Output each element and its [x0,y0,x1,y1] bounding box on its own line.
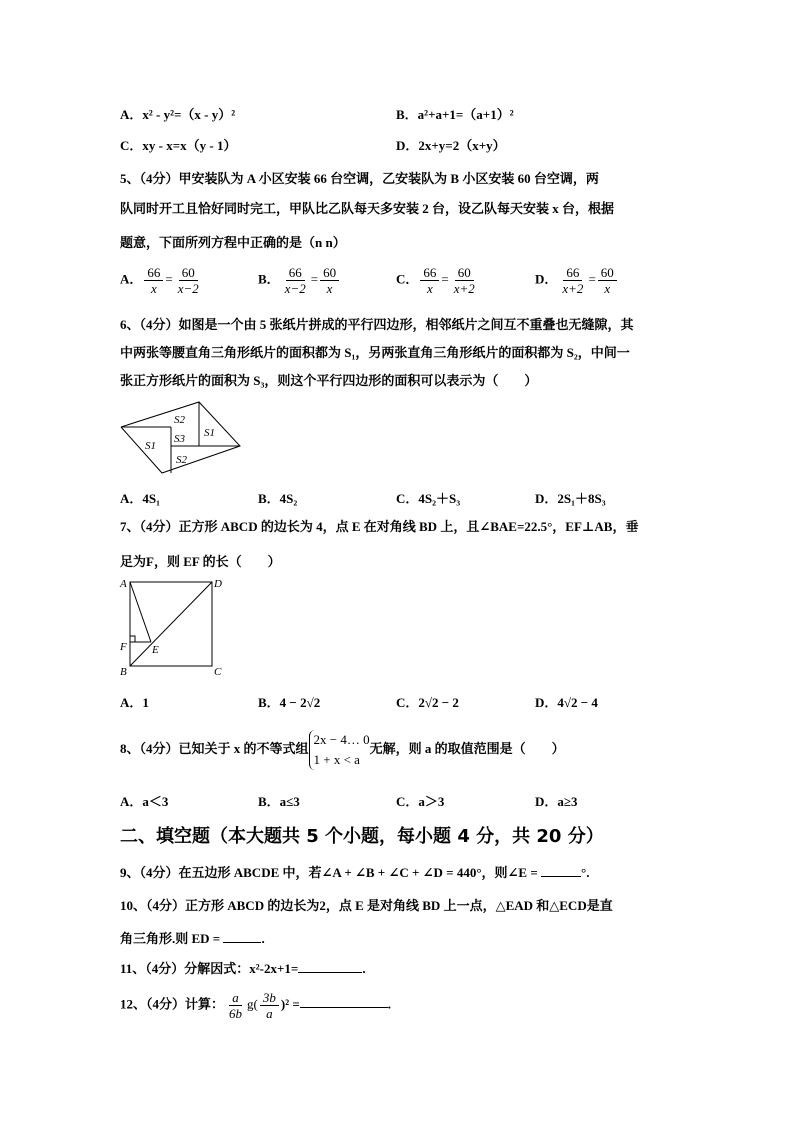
square-abcd-figure [115,575,225,680]
q8-line [120,730,565,770]
q12-exp: )² = [280,996,300,1012]
option-label: D． [535,271,558,287]
label-d: D [214,578,222,590]
numerator: 3b [260,990,279,1006]
option-label: A． [120,271,143,287]
left-fraction [559,265,586,296]
numerator: 66 [563,265,582,281]
q12-text: 12、（4分）计算： [120,996,225,1012]
q12-mid: g( [247,996,258,1012]
numerator: 66 [420,265,439,281]
q6-option-a: A．4S₁ [120,491,161,506]
label-s1-right: S1 [204,427,215,439]
equals-sign: = [310,271,319,287]
left-fraction [420,265,439,296]
q9 [120,862,589,881]
q8-option-b: B．a≤3 [258,794,300,809]
q12-answer-blank[interactable] [300,1007,388,1008]
q10-line-1: 10、（4分）正方形 ABCD 的边长为2，点 E 是对角线 BD 上一点，△EAD 和△ECD是直 [120,898,613,913]
inequality-system [309,730,370,770]
label-b: B [120,666,127,678]
q12-fraction-1 [226,990,245,1021]
denominator: x [427,281,433,296]
denominator: 6b [229,1006,243,1021]
label-e: E [152,644,159,656]
q11-text: 11、（4分）分解因式：x²-2x+1= [120,961,299,976]
parallelogram-figure [118,400,243,480]
q10-answer-blank[interactable] [223,942,261,943]
numerator: a [229,990,242,1006]
q8-prefix: 8、（4分）已知关于 x 的不等式组 [120,740,309,756]
q4-option-c: C．xy - x=x（y - 1） [120,138,237,153]
q5-option-c [396,265,480,296]
q5-line-3: 题意，下面所列方程中正确的是（n n） [120,235,346,250]
equals-sign: = [588,271,596,287]
right-fraction [451,265,478,296]
q6-line-3: 张正方形纸片的面积为 S₃，则这个平行四边形的面积可以表示为（ ） [120,373,538,388]
right-fraction [320,265,339,296]
section-heading-fill-in: 二、填空题（本大题共 5 个小题，每小题 4 分，共 20 分） [120,826,604,847]
q5-option-b [258,265,341,296]
q7-line-1: 7、（4分）正方形 ABCD 的边长为 4，点 E 在对角线 BD 上，且∠BAE=22.5°，EF⊥AB，垂 [120,519,639,534]
q7-line-2: 足为F，则 EF 的长（ ） [120,554,281,569]
q5-line-1: 5、（4分）甲安装队为 A 小区安装 66 台空调，乙安装队为 B 小区安装 60 台空调，两 [120,171,599,186]
q6-option-c: C．4S₂＋S₃ [396,491,461,506]
inequality-1: 2x − 4… 0 [313,732,370,747]
q7-option-b: B．4 − 2√2 [258,695,321,710]
q9-tail: °. [581,865,590,880]
denominator: x−2 [177,281,199,296]
q6-option-d: D．2S₁＋8S₃ [535,491,606,506]
denominator: a [266,1006,273,1021]
label-a: A [120,578,127,590]
q4-option-a: A．x² - y²=（x - y）² [120,107,236,122]
q12 [120,990,391,1021]
q7-option-c: C．2√2 − 2 [396,695,459,710]
numerator: 60 [179,265,198,281]
q8-suffix: 无解，则 a 的取值范围是（ ） [369,740,565,756]
q11-answer-blank[interactable] [298,972,362,973]
q6-line-2: 中两张等腰直角三角形纸片的面积都为 S₁，另两张直角三角形纸片的面积都为 S₂，中间一 [120,345,630,360]
label-f: F [120,641,127,653]
option-label: C． [396,271,419,287]
q8-option-a: A．a＜3 [120,794,169,809]
q11-tail: . [362,961,366,976]
q7-option-d: D．4√2 − 4 [535,695,598,710]
left-fraction [282,265,309,296]
q4-option-d: D．2x+y=2（x+y） [396,138,506,153]
label-s3: S3 [174,433,185,445]
q6-line-1: 6、（4分）如图是一个由 5 张纸片拼成的平行四边形，相邻纸片之间互不重叠也无缝隙，其 [120,317,634,332]
denominator: x+2 [562,281,584,296]
q9-answer-blank[interactable] [541,876,581,877]
q6-option-b: B．4S₂ [258,491,298,506]
label-c: C [214,666,222,678]
q5-line-2: 队同时开工且恰好同时完工，甲队比乙队每天多安装 2 台，设乙队每天安装 x 台，根据 [120,201,615,216]
denominator: x [604,281,611,296]
option-label: B． [258,271,280,287]
q10-tail: . [261,931,265,946]
equals-sign: = [165,271,173,287]
label-s2-bottom: S2 [176,454,187,466]
q5-option-a [120,265,204,296]
right-fraction [175,265,202,296]
denominator: x [151,281,157,296]
q10-line-2 [120,928,265,947]
q10-text: 角三角形.则 ED = [120,931,224,946]
denominator: x [326,281,333,296]
numerator: 60 [455,265,474,281]
label-s2-top: S2 [174,414,185,426]
denominator: x+2 [453,281,475,296]
equals-sign: = [441,271,449,287]
label-s1-left: S1 [145,440,156,452]
q5-option-d [535,265,619,296]
left-fraction [144,265,163,296]
numerator: 60 [598,265,617,281]
q7-option-a: A．1 [120,695,149,710]
inequality-2: 1 + x < a [313,752,360,767]
numerator: 66 [144,265,163,281]
q12-fraction-2 [260,990,279,1021]
q12-tail: . [387,996,391,1012]
numerator: 60 [320,265,339,281]
q11 [120,958,366,977]
q8-option-d: D．a≥3 [535,794,578,809]
numerator: 66 [286,265,305,281]
q9-text: 9、（4分）在五边形 ABCDE 中，若∠A + ∠B + ∠C + ∠D = 440°，则∠E = [120,865,541,880]
denominator: x−2 [284,281,306,296]
q4-option-b: B．a²+a+1=（a+1）² [396,107,514,122]
q8-option-c: C．a＞3 [396,794,445,809]
right-fraction [598,265,617,296]
